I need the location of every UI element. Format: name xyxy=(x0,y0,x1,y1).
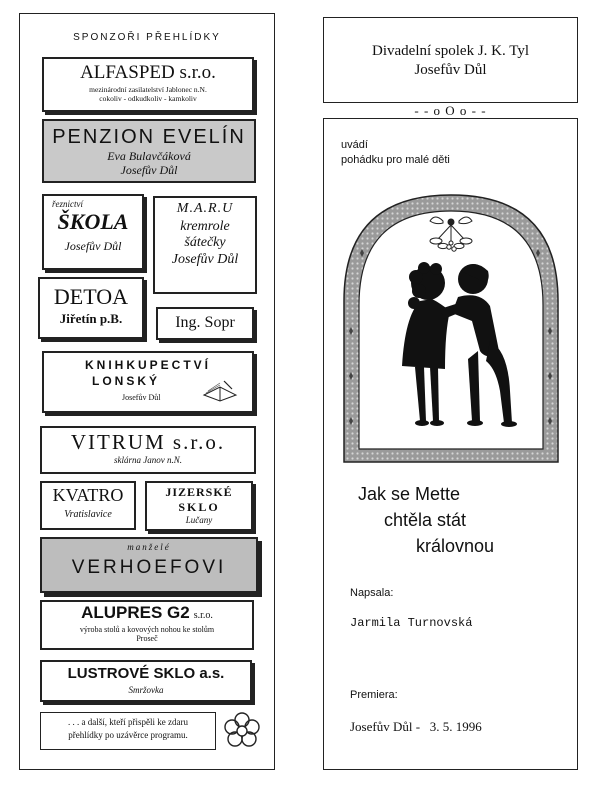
sopr-name: Ing. Sopr xyxy=(175,314,235,331)
sponsor-vitrum xyxy=(40,426,256,474)
sponsor-skola xyxy=(42,194,144,270)
jizerske-line1: JIZERSKÉ xyxy=(165,485,233,499)
knihkupectvi-line2: LONSKÝ xyxy=(92,373,161,388)
kvatro-place: Vratislavice xyxy=(64,508,112,520)
sponsor-alfasped xyxy=(42,57,254,112)
author-label: Napsala: xyxy=(350,587,394,599)
premiere-date: Josefův Důl - 3. 5. 1996 xyxy=(350,719,482,734)
footer-line1: . . . a další, kteří přispěli ke zdaru xyxy=(68,717,188,727)
lustrove-name: LUSTROVÉ SKLO a.s. xyxy=(67,665,225,682)
alfasped-line1: mezinárodní zasilatelství Jablonec n.N. xyxy=(89,84,207,94)
alupres-line1: výroba stolů a kovových nohou ke stolům xyxy=(79,624,215,634)
knihkupectvi-line1: KNIHKUPECTVÍ xyxy=(84,358,211,372)
organizer-box xyxy=(323,17,578,103)
jizerske-line2: SKLO xyxy=(178,499,220,514)
jizerske-place: Lučany xyxy=(185,515,213,526)
flower-logo-icon xyxy=(222,711,262,751)
sponsor-penzion xyxy=(42,119,256,183)
maru-line1: kremrole xyxy=(180,218,230,234)
maru-line3: Josefův Důl xyxy=(171,252,239,268)
sponsors-heading: SPONZOŘI PŘEHLÍDKY xyxy=(73,32,221,43)
alfasped-name: ALFASPED s.r.o. xyxy=(80,62,216,83)
penzion-name: PENZION EVELÍN xyxy=(52,126,246,148)
ornament: - - o O o - - xyxy=(414,103,487,118)
skola-small: řeznictví xyxy=(52,199,83,209)
vitrum-line1: sklárna Janov n.N. xyxy=(114,455,182,466)
kvatro-name: KVATRO xyxy=(52,485,124,505)
play-title-line3: královnou xyxy=(416,536,495,556)
skola-name: ŠKOLA xyxy=(57,209,129,235)
vitrum-name: VITRUM s.r.o. xyxy=(70,430,226,454)
sponsor-kvatro xyxy=(40,481,136,530)
penzion-place: Josefův Důl xyxy=(120,162,178,177)
sponsors-footer xyxy=(40,712,216,750)
verhoef-small: manželé xyxy=(127,542,171,552)
alupres-suffix: s.r.o. xyxy=(193,610,213,621)
detoa-place: Jiřetín p.B. xyxy=(59,311,123,327)
kissing-children-illustration xyxy=(340,191,562,466)
sponsor-maru xyxy=(153,196,257,294)
play-title-line1: Jak se Mette xyxy=(358,484,461,504)
detoa-name: DETOA xyxy=(53,284,129,309)
book-icon xyxy=(202,377,238,403)
sponsor-lustrove xyxy=(40,660,252,702)
organizer-line2: Josefův Důl xyxy=(414,61,487,78)
intro-line2: pohádku pro malé děti xyxy=(341,154,450,166)
footer-line2: přehlídky po uzávěrce programu. xyxy=(68,730,188,741)
sponsor-verhoefovi xyxy=(40,537,258,593)
lustrove-place: Smržovka xyxy=(128,684,164,695)
knihkupectvi-place: Josefův Důl xyxy=(122,393,161,403)
alfasped-line2: cokoliv - odkudkoliv - kamkoliv xyxy=(99,93,197,103)
alupres-name: ALUPRES G2 xyxy=(81,603,190,622)
playbill-panel xyxy=(323,118,578,770)
penzion-owner: Eva Bulavčáková xyxy=(107,149,191,163)
maru-name: M.A.R.U xyxy=(176,201,234,216)
sponsor-alupres xyxy=(40,600,254,650)
sponsor-jizerske xyxy=(145,481,253,531)
maru-line2: šátečky xyxy=(184,235,226,251)
author-name: Jarmila Turnovská xyxy=(350,616,473,630)
premiere-label: Premiera: xyxy=(350,689,398,701)
verhoef-name: VERHOEFOVI xyxy=(71,557,227,579)
play-title-line2: chtěla stát xyxy=(384,510,467,530)
intro-line1: uvádí xyxy=(341,139,368,151)
organizer-line1: Divadelní spolek J. K. Tyl xyxy=(372,43,529,59)
sponsors-panel xyxy=(19,13,275,770)
sponsor-detoa xyxy=(38,277,144,339)
skola-place: Josefův Důl xyxy=(64,238,122,253)
sponsor-knihkupectvi xyxy=(42,351,254,413)
alupres-line2: Proseč xyxy=(136,634,158,644)
sponsor-sopr xyxy=(156,307,254,340)
